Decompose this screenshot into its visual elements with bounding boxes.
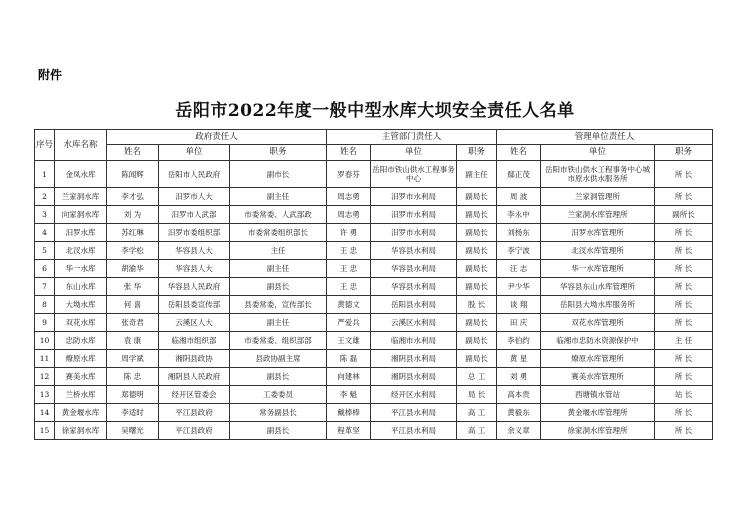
table-row xyxy=(35,332,713,350)
cell-dept-post: 总 工 xyxy=(457,368,497,386)
cell-gov-post: 副县长 xyxy=(230,368,327,386)
cell-gov-unit: 湘阴县人民政府 xyxy=(159,368,230,386)
cell-mgmt-post: 所 长 xyxy=(655,188,713,206)
cell-dept-unit: 云溪区水利局 xyxy=(371,314,457,332)
cell-mgmt-post: 站 长 xyxy=(655,386,713,404)
responsibility-table xyxy=(34,129,713,440)
table-row xyxy=(35,386,713,404)
header-gov-name: 姓名 xyxy=(107,145,159,161)
header-gov-unit: 单位 xyxy=(159,145,230,161)
cell-mgmt-unit: 西塘镇水管站 xyxy=(541,386,655,404)
header-dept-name: 姓名 xyxy=(327,145,371,161)
cell-dept-unit: 华容县水利局 xyxy=(371,242,457,260)
cell-gov-name: 李学松 xyxy=(107,242,159,260)
cell-mgmt-name: 高本贵 xyxy=(497,386,541,404)
cell-dept-post: 副局长 xyxy=(457,224,497,242)
cell-gov-name: 周学斌 xyxy=(107,350,159,368)
cell-mgmt-unit: 徐家洞水库管理所 xyxy=(541,422,655,440)
cell-seq: 14 xyxy=(35,404,55,422)
cell-mgmt-post: 所 长 xyxy=(655,278,713,296)
cell-dept-name: 程革坚 xyxy=(327,422,371,440)
cell-gov-name: 李才弘 xyxy=(107,188,159,206)
cell-gov-unit: 岳阳市人民政府 xyxy=(159,161,230,188)
cell-gov-unit: 华容县人民政府 xyxy=(159,278,230,296)
cell-dept-name: 王 忠 xyxy=(327,242,371,260)
cell-mgmt-unit: 岳阳县大坳水库服务所 xyxy=(541,296,655,314)
cell-dept-name: 王 忠 xyxy=(327,278,371,296)
cell-mgmt-name: 李永中 xyxy=(497,206,541,224)
cell-mgmt-name: 周 波 xyxy=(497,188,541,206)
cell-gov-name: 李适时 xyxy=(107,404,159,422)
cell-dept-unit: 湘阴县水利局 xyxy=(371,350,457,368)
table-row xyxy=(35,206,713,224)
cell-gov-post: 副主任 xyxy=(230,314,327,332)
header-row-group xyxy=(35,130,713,145)
cell-gov-post: 副市长 xyxy=(230,161,327,188)
cell-dept-post: 副局长 xyxy=(457,350,497,368)
cell-dept-name: 黄德文 xyxy=(327,296,371,314)
cell-gov-post: 主任 xyxy=(230,242,327,260)
cell-dept-post: 副局长 xyxy=(457,260,497,278)
cell-gov-name: 袁 康 xyxy=(107,332,159,350)
cell-mgmt-unit: 黄金堰水库管理所 xyxy=(541,404,655,422)
cell-seq: 11 xyxy=(35,350,55,368)
cell-dept-post: 副局长 xyxy=(457,278,497,296)
cell-seq: 13 xyxy=(35,386,55,404)
cell-gov-name: 陈闻辉 xyxy=(107,161,159,188)
cell-mgmt-post: 所 长 xyxy=(655,314,713,332)
cell-dept-post: 副局长 xyxy=(457,206,497,224)
header-seq: 序号 xyxy=(35,130,55,161)
cell-dept-unit: 湘阴县水利局 xyxy=(371,368,457,386)
cell-mgmt-name: 黄毅东 xyxy=(497,404,541,422)
cell-dept-post: 副局长 xyxy=(457,188,497,206)
cell-dept-unit: 华容县水利局 xyxy=(371,278,457,296)
attachment-label: 附件 xyxy=(38,68,63,82)
cell-reservoir: 黄金堰水库 xyxy=(55,404,107,422)
cell-mgmt-post: 所 长 xyxy=(655,368,713,386)
table-row xyxy=(35,242,713,260)
table-row xyxy=(35,422,713,440)
header-gov-post: 职务 xyxy=(230,145,327,161)
cell-dept-name: 陈 磊 xyxy=(327,350,371,368)
cell-gov-post: 副主任 xyxy=(230,260,327,278)
cell-mgmt-post: 所 长 xyxy=(655,350,713,368)
header-row-fields xyxy=(35,145,713,161)
table-row xyxy=(35,314,713,332)
header-dept-unit: 单位 xyxy=(371,145,457,161)
cell-mgmt-post: 所 长 xyxy=(655,296,713,314)
cell-reservoir: 赛美水库 xyxy=(55,368,107,386)
header-mgmt-name: 姓名 xyxy=(497,145,541,161)
cell-gov-unit: 华容县人大 xyxy=(159,260,230,278)
cell-mgmt-unit: 兰家洞水库管理所 xyxy=(541,206,655,224)
cell-dept-unit: 汨罗市水利局 xyxy=(371,188,457,206)
cell-mgmt-post: 所 长 xyxy=(655,161,713,188)
cell-seq: 3 xyxy=(35,206,55,224)
cell-mgmt-name: 刘杨东 xyxy=(497,224,541,242)
cell-gov-unit: 汨罗市人武部 xyxy=(159,206,230,224)
cell-reservoir: 燎原水库 xyxy=(55,350,107,368)
cell-dept-post: 股 长 xyxy=(457,296,497,314)
cell-gov-name: 张 华 xyxy=(107,278,159,296)
cell-gov-unit: 经开区管委会 xyxy=(159,386,230,404)
cell-dept-name: 周志勇 xyxy=(327,206,371,224)
cell-mgmt-unit: 赛美水库管理所 xyxy=(541,368,655,386)
cell-mgmt-name: 李宁波 xyxy=(497,242,541,260)
cell-mgmt-post: 所 长 xyxy=(655,422,713,440)
cell-dept-name: 严爱兵 xyxy=(327,314,371,332)
cell-mgmt-unit: 北汊水库管理所 xyxy=(541,242,655,260)
cell-seq: 2 xyxy=(35,188,55,206)
cell-gov-name: 吴曙光 xyxy=(107,422,159,440)
cell-dept-name: 王 忠 xyxy=(327,260,371,278)
header-mgmt: 管理单位责任人 xyxy=(497,130,713,145)
cell-gov-name: 陈 忠 xyxy=(107,368,159,386)
cell-seq: 9 xyxy=(35,314,55,332)
cell-mgmt-post: 所 长 xyxy=(655,260,713,278)
cell-seq: 6 xyxy=(35,260,55,278)
header-reservoir: 水库名称 xyxy=(55,130,107,161)
cell-mgmt-name: 余义章 xyxy=(497,422,541,440)
cell-mgmt-unit: 双花水库管理所 xyxy=(541,314,655,332)
cell-gov-post: 副县长 xyxy=(230,422,327,440)
cell-gov-post: 县政协副主席 xyxy=(230,350,327,368)
cell-mgmt-unit: 华容县东山水库管理所 xyxy=(541,278,655,296)
cell-mgmt-name: 李伯约 xyxy=(497,332,541,350)
cell-dept-post: 局 长 xyxy=(457,386,497,404)
cell-dept-name: 罗春芬 xyxy=(327,161,371,188)
cell-reservoir: 东山水库 xyxy=(55,278,107,296)
cell-dept-unit: 汨罗市水利局 xyxy=(371,206,457,224)
cell-gov-unit: 平江县政府 xyxy=(159,404,230,422)
cell-reservoir: 向家洞水库 xyxy=(55,206,107,224)
cell-mgmt-post: 所 长 xyxy=(655,242,713,260)
cell-reservoir: 汨罗水库 xyxy=(55,224,107,242)
cell-gov-post: 市委常委、人武部政 xyxy=(230,206,327,224)
cell-dept-unit: 华容县水利局 xyxy=(371,260,457,278)
cell-seq: 7 xyxy=(35,278,55,296)
cell-gov-name: 胡渝华 xyxy=(107,260,159,278)
cell-mgmt-name: 尹少华 xyxy=(497,278,541,296)
cell-seq: 4 xyxy=(35,224,55,242)
cell-gov-post: 副主任 xyxy=(230,188,327,206)
cell-mgmt-name: 刘 勇 xyxy=(497,368,541,386)
table-row xyxy=(35,278,713,296)
table-row xyxy=(35,188,713,206)
table-row xyxy=(35,350,713,368)
cell-dept-name: 向建林 xyxy=(327,368,371,386)
cell-dept-post: 高 工 xyxy=(457,404,497,422)
cell-reservoir: 兰家洞水库 xyxy=(55,188,107,206)
cell-gov-name: 张奇君 xyxy=(107,314,159,332)
cell-seq: 8 xyxy=(35,296,55,314)
header-gov: 政府责任人 xyxy=(107,130,327,145)
cell-dept-post: 副局长 xyxy=(457,332,497,350)
cell-gov-name: 刘 为 xyxy=(107,206,159,224)
cell-reservoir: 兰桥水库 xyxy=(55,386,107,404)
cell-gov-unit: 汨罗市人大 xyxy=(159,188,230,206)
cell-mgmt-unit: 燎原水库管理所 xyxy=(541,350,655,368)
cell-reservoir: 华一水库 xyxy=(55,260,107,278)
table-row xyxy=(35,260,713,278)
cell-reservoir: 北汊水库 xyxy=(55,242,107,260)
cell-gov-post: 市委常委组织部长 xyxy=(230,224,327,242)
cell-dept-post: 高 工 xyxy=(457,422,497,440)
cell-reservoir: 徐家洞水库 xyxy=(55,422,107,440)
table-row xyxy=(35,161,713,188)
cell-seq: 15 xyxy=(35,422,55,440)
cell-mgmt-unit: 岳阳市铁山供水工程事务中心城市原水供水服务所 xyxy=(541,161,655,188)
cell-gov-post: 副县长 xyxy=(230,278,327,296)
cell-dept-name: 李 魁 xyxy=(327,386,371,404)
cell-mgmt-name: 谈 翔 xyxy=(497,296,541,314)
header-dept-post: 职务 xyxy=(457,145,497,161)
cell-dept-name: 周志勇 xyxy=(327,188,371,206)
cell-reservoir: 金凤水库 xyxy=(55,161,107,188)
cell-gov-unit: 汨罗市委组织部 xyxy=(159,224,230,242)
cell-mgmt-name: 鄢正茂 xyxy=(497,161,541,188)
cell-dept-unit: 平江县水利局 xyxy=(371,404,457,422)
cell-seq: 1 xyxy=(35,161,55,188)
cell-reservoir: 双花水库 xyxy=(55,314,107,332)
cell-mgmt-name: 黄 星 xyxy=(497,350,541,368)
cell-gov-name: 苏红琳 xyxy=(107,224,159,242)
cell-mgmt-unit: 兰家洞管理所 xyxy=(541,188,655,206)
cell-dept-post: 副局长 xyxy=(457,242,497,260)
cell-dept-unit: 平江县水利局 xyxy=(371,422,457,440)
header-mgmt-post: 职务 xyxy=(655,145,713,161)
cell-gov-unit: 云溪区人大 xyxy=(159,314,230,332)
cell-gov-post: 常务副县长 xyxy=(230,404,327,422)
cell-mgmt-post: 主 任 xyxy=(655,332,713,350)
cell-gov-unit: 华容县人大 xyxy=(159,242,230,260)
cell-mgmt-name: 汪 志 xyxy=(497,260,541,278)
cell-mgmt-unit: 汨罗水库管理所 xyxy=(541,224,655,242)
cell-gov-post: 工委委员 xyxy=(230,386,327,404)
header-mgmt-unit: 单位 xyxy=(541,145,655,161)
cell-mgmt-unit: 华一水库管理所 xyxy=(541,260,655,278)
cell-gov-post: 市委常委、组织部部 xyxy=(230,332,327,350)
cell-seq: 5 xyxy=(35,242,55,260)
cell-dept-name: 戴棒棒 xyxy=(327,404,371,422)
cell-gov-unit: 平江县政府 xyxy=(159,422,230,440)
cell-gov-unit: 临湘市组织部 xyxy=(159,332,230,350)
cell-gov-unit: 湘阴县政协 xyxy=(159,350,230,368)
cell-dept-unit: 汨罗市水利局 xyxy=(371,224,457,242)
cell-dept-unit: 岳阳市铁山供水工程事务中心 xyxy=(371,161,457,188)
cell-dept-unit: 岳阳县水利局 xyxy=(371,296,457,314)
cell-gov-name: 郑德明 xyxy=(107,386,159,404)
cell-seq: 12 xyxy=(35,368,55,386)
cell-mgmt-name: 田 庆 xyxy=(497,314,541,332)
cell-mgmt-unit: 临湘市忠防水资源保护中 xyxy=(541,332,655,350)
cell-dept-post: 副主任 xyxy=(457,161,497,188)
header-dept: 主管部门责任人 xyxy=(327,130,497,145)
table-row xyxy=(35,404,713,422)
cell-dept-unit: 临湘市水利局 xyxy=(371,332,457,350)
cell-reservoir: 忠防水库 xyxy=(55,332,107,350)
cell-dept-post: 副局长 xyxy=(457,314,497,332)
cell-gov-name: 何 喜 xyxy=(107,296,159,314)
cell-dept-name: 许 勇 xyxy=(327,224,371,242)
cell-reservoir: 大坳水库 xyxy=(55,296,107,314)
table-row xyxy=(35,224,713,242)
cell-mgmt-post: 所 长 xyxy=(655,224,713,242)
cell-mgmt-post: 所 长 xyxy=(655,404,713,422)
table-row xyxy=(35,296,713,314)
cell-dept-unit: 经开区水利局 xyxy=(371,386,457,404)
cell-gov-post: 县委常委，宣传部长 xyxy=(230,296,327,314)
cell-seq: 10 xyxy=(35,332,55,350)
page-title: 岳阳市2022年度一般中型水库大坝安全责任人名单 xyxy=(175,101,575,121)
cell-dept-name: 王文雄 xyxy=(327,332,371,350)
cell-mgmt-post: 副所长 xyxy=(655,206,713,224)
table-row xyxy=(35,368,713,386)
cell-gov-unit: 岳阳县委宣传部 xyxy=(159,296,230,314)
